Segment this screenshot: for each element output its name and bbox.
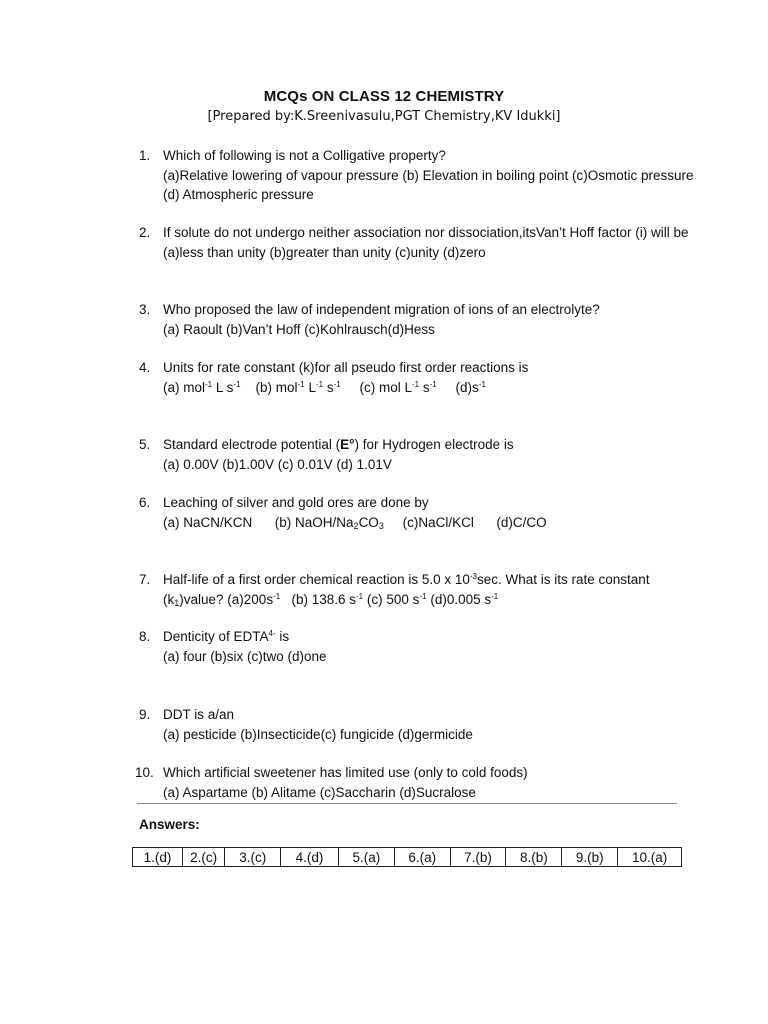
question-number: 1. [139,148,151,163]
question-options: $(k_1)value$? $(a)200s^{-1}$ (b) 138.6 $s^{-1}$ (c) 500 $s^{-1}$ (d)0.005 $s^{-1}$ [163,591,499,608]
question-text: Half-life of a first order chemical reaction is 5.0 x $10^{-3}\sec$. What is its rate constant [163,572,650,587]
question-number: 6. [139,495,151,510]
answer-key-table [132,847,682,867]
page-title: MCQs ON CLASS 12 CHEMISTRY [263,88,505,105]
question-options: (a) Aspartame (b) Alitame (c)Saccharin (d)Sucralose [163,784,476,800]
question-text: Which artificial sweetener has limited use (only to cold foods) [163,765,528,780]
question-text: Denticity of $EDTA^{4-}$ is [163,629,290,644]
answer-cell: 7.(b) [450,848,506,867]
answer-cell: 1.(d) [133,848,183,867]
answers-heading: Answers: [139,817,200,832]
question-text: Who proposed the law of independent migration of ions of an electrolyte? [163,302,600,317]
answer-cell: 3.(c) [225,848,281,867]
question-text: Units for rate constant (k)for all pseudo first order reactions is [163,360,529,375]
question-number: 2. [139,225,151,240]
question-options: (a) four (b)six (c)two (d)one [163,648,327,664]
question-options: (a) Raoult (b)Van’t Hoff (c)Kohlrausch(d)Hess [163,321,435,337]
question-text: DDT is a/an [163,707,235,722]
question-text: Leaching of silver and gold ores are done by [163,495,429,510]
question-number: 9. [139,707,151,722]
answer-cell: 10.(a) [618,848,682,867]
question-options: (a) pesticide (b)Insecticide(c) fungicide (d)germicide [163,726,473,742]
divider [137,803,677,804]
answer-cell: 5.(a) [338,848,394,867]
question-options: (a)less than unity (b)greater than unity (c)unity (d)zero [163,244,486,260]
answer-cell: 6.(a) [394,848,450,867]
question-options: (d) Atmospheric pressure [163,187,314,202]
question-text: Standard electrode potential (E°) for Hydrogen electrode is [163,437,514,452]
answer-cell: 9.(b) [562,848,618,867]
answer-cell: 4.(d) [281,848,339,867]
question-number: 5. [139,437,151,452]
question-number: 7. [139,572,151,587]
question-number: 3. [139,302,151,317]
answer-cell: 8.(b) [506,848,562,867]
question-text: Which of following is not a Colligative property? [163,148,446,163]
question-number: 10. [135,765,154,780]
question-options: (a) mol$^{-1}$ L $s^{-1}$ (b) mol$^{-1}$ $L^{-1}$ $s^{-1}$ (c) mol $L^{-1}$ $s^{-1}$ $(d)s^{-1}$ [163,379,486,395]
table-row [133,848,682,867]
question-options: (a) 0.00V (b)1.00V (c) 0.01V (d) 1.01V [163,456,392,472]
question-text: If solute do not undergo neither association nor dissociation,itsVan’t Hoff factor (i) will be [163,225,689,240]
question-options: (a)Relative lowering of vapour pressure (b) Elevation in boiling point (c)Osmotic pressure [163,167,694,183]
question-number: 4. [139,360,151,375]
question-options: (a) NaCN/KCN (b) NaOH/$Na_2CO_3$ (c)NaCl/KCl (d)C/CO [163,514,547,531]
question-number: 8. [139,629,151,644]
answer-cell: 2.(c) [183,848,225,867]
page-subtitle: [Prepared by:K.Sreenivasulu,PGT Chemistry,KV Idukki] [207,109,561,124]
